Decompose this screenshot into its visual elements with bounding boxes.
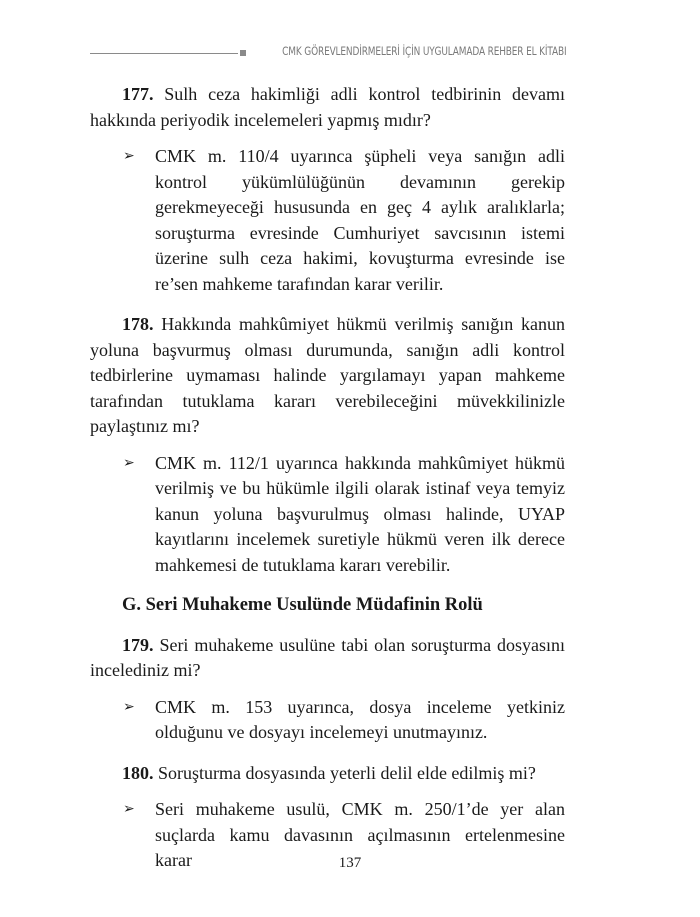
running-header bbox=[90, 44, 566, 64]
header-title: CMK GÖREVLENDİRMELERİ İÇİN UYGULAMADA REHBER EL KİTABI bbox=[281, 44, 566, 58]
question-text: Sulh ceza hakimliği adli kontrol tedbirinin devamı hakkında periyodik incelemeleri yapmış mıdır? bbox=[90, 84, 565, 130]
header-square-ornament bbox=[240, 50, 246, 56]
question-number: 180. bbox=[122, 762, 154, 783]
answer-text: CMK m. 153 uyarınca, dosya inceleme yetkiniz olduğunu ve dosyayı incelemeyi unutmayınız. bbox=[155, 696, 565, 742]
answer-178 bbox=[90, 451, 565, 579]
answer-text: Seri muhakeme usulü, CMK m. 250/1’de yer alan suçlarda kamu davasının açılmasının ertelenmesine karar bbox=[155, 799, 565, 870]
question-178 bbox=[90, 312, 565, 440]
answer-179 bbox=[90, 695, 565, 746]
arrow-right-icon: ➢ bbox=[123, 699, 135, 715]
question-number: 179. bbox=[122, 634, 154, 655]
question-177 bbox=[90, 82, 565, 133]
question-180 bbox=[90, 761, 565, 787]
page-number: 137 bbox=[338, 855, 362, 871]
arrow-right-icon: ➢ bbox=[123, 149, 135, 164]
question-number: 178. bbox=[122, 314, 154, 334]
question-text: Seri muhakeme usulüne tabi olan soruşturma dosyasını incelediniz mi? bbox=[90, 634, 565, 680]
question-text: Hakkında mahkûmiyet hükmü verilmiş sanığın kanun yoluna başvurmuş olması durumunda, sanığın adli kontrol tedbirlerine uymaması halinde yargılamayı yapan mahkeme tarafından tutuklama kararı verebileceğini müvekkilinizle paylaştınız mı? bbox=[90, 314, 565, 436]
arrow-right-icon: ➢ bbox=[123, 455, 135, 471]
answer-text: CMK m. 112/1 uyarınca hakkında mahkûmiyet hükmü verilmiş ve bu hükümle ilgili olarak istinaf veya temyiz kanun yoluna başvurulmuş olması halinde, UYAP kayıtlarını incelemek suretiyle hükmü veren ilk derece mahkemesi de tutuklama kararı verebilir. bbox=[155, 452, 565, 575]
arrow-right-icon: ➢ bbox=[123, 802, 135, 817]
answer-177 bbox=[90, 144, 565, 297]
page-content bbox=[90, 82, 565, 889]
answer-text: CMK m. 110/4 uyarınca şüpheli veya sanığın adli kontrol yükümlülüğünün devamının gerekip gerekmeyeceği hususunda en geç 4 aylık aralıklarla; soruşturma evresinde Cumhuriyet savcısının istemi üzerine sulh ceza hakimi, kovuşturma evresinde ise re’sen mahkeme tarafından karar verilir. bbox=[155, 146, 565, 294]
question-number: 177. bbox=[122, 84, 154, 104]
question-179 bbox=[90, 633, 565, 684]
section-heading: G. Seri Muhakeme Usulünde Müdafinin Rolü bbox=[122, 595, 483, 615]
question-text: Soruşturma dosyasında yeterli delil elde edilmiş mi? bbox=[158, 762, 536, 783]
header-rule bbox=[90, 53, 238, 54]
